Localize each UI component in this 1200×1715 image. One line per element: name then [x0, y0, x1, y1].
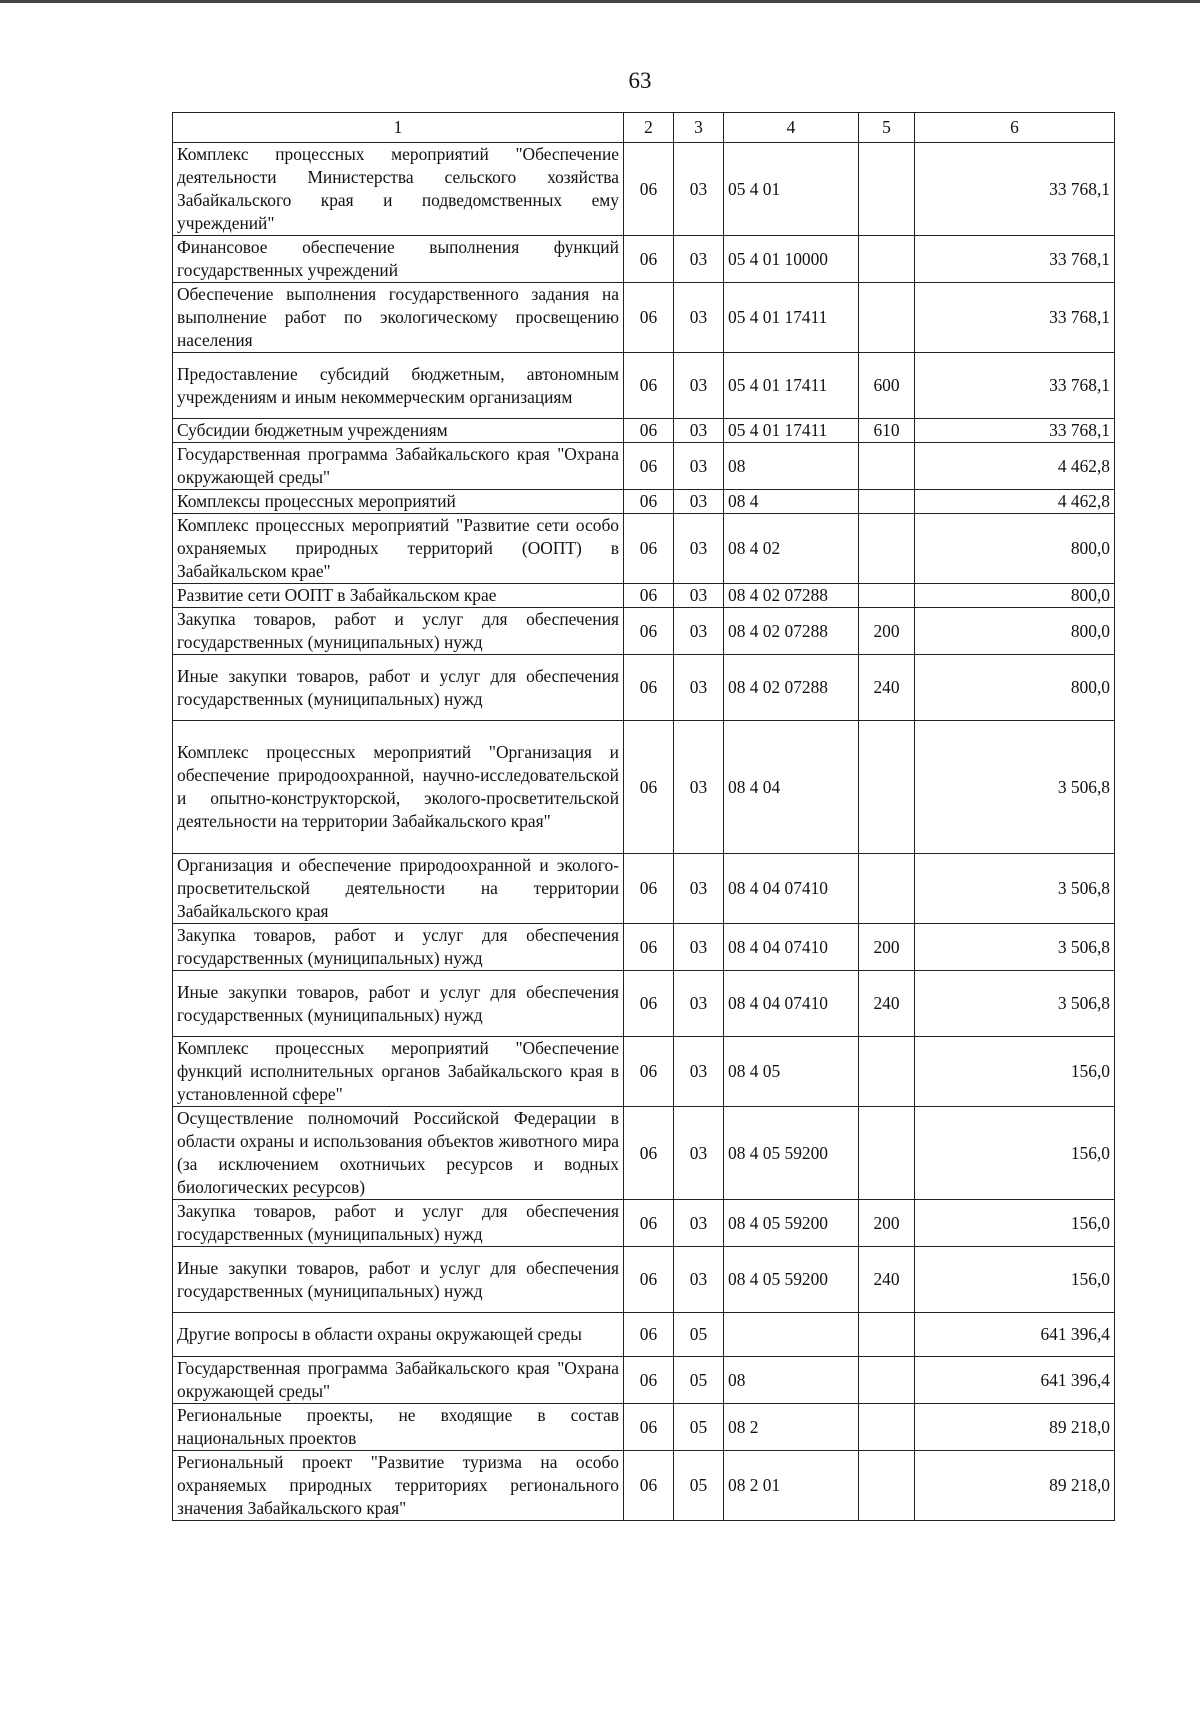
row-description: Государственная программа Забайкальского края "Охрана окружающей среды"	[173, 443, 624, 490]
row-expense-type	[859, 854, 915, 924]
row-target-code: 08 2	[724, 1404, 859, 1451]
row-subsection: 03	[674, 854, 724, 924]
row-amount: 641 396,4	[915, 1357, 1115, 1404]
row-target-code: 08 4 04 07410	[724, 924, 859, 971]
row-description: Иные закупки товаров, работ и услуг для обеспечения государственных (муниципальных) нужд	[173, 1247, 624, 1313]
row-section: 06	[624, 283, 674, 353]
row-section: 06	[624, 608, 674, 655]
row-subsection: 05	[674, 1404, 724, 1451]
table-row	[173, 236, 1115, 283]
row-target-code: 08 4 05 59200	[724, 1200, 859, 1247]
row-amount: 156,0	[915, 1247, 1115, 1313]
row-expense-type: 200	[859, 1200, 915, 1247]
row-target-code	[724, 1313, 859, 1357]
row-amount: 3 506,8	[915, 721, 1115, 854]
row-subsection: 03	[674, 608, 724, 655]
table-row	[173, 1357, 1115, 1404]
row-description: Осуществление полномочий Российской Федерации в области охраны и использования объектов животного мира (за исключением охотничьих ресурсов и водных биологических ресурсов)	[173, 1107, 624, 1200]
header-col-1: 1	[173, 113, 624, 143]
table-body	[173, 113, 1115, 1521]
row-subsection: 05	[674, 1451, 724, 1521]
row-subsection: 03	[674, 143, 724, 236]
row-description: Комплекс процессных мероприятий "Развитие сети особо охраняемых природных территорий (ООПТ) в Забайкальском крае"	[173, 514, 624, 584]
table-row	[173, 924, 1115, 971]
row-description: Комплекс процессных мероприятий "Обеспечение функций исполнительных органов Забайкальского края в установленной сфере"	[173, 1037, 624, 1107]
row-amount: 33 768,1	[915, 143, 1115, 236]
row-section: 06	[624, 721, 674, 854]
row-expense-type: 240	[859, 971, 915, 1037]
row-subsection: 03	[674, 419, 724, 443]
row-target-code: 08 4 04 07410	[724, 971, 859, 1037]
row-subsection: 03	[674, 584, 724, 608]
row-subsection: 03	[674, 490, 724, 514]
row-amount: 156,0	[915, 1037, 1115, 1107]
row-target-code: 08 4 02 07288	[724, 584, 859, 608]
row-subsection: 05	[674, 1357, 724, 1404]
row-section: 06	[624, 924, 674, 971]
header-col-3: 3	[674, 113, 724, 143]
row-target-code: 08 4 05	[724, 1037, 859, 1107]
row-section: 06	[624, 584, 674, 608]
row-section: 06	[624, 1200, 674, 1247]
row-amount: 4 462,8	[915, 443, 1115, 490]
row-section: 06	[624, 419, 674, 443]
row-expense-type	[859, 236, 915, 283]
row-subsection: 03	[674, 283, 724, 353]
table-row	[173, 854, 1115, 924]
row-subsection: 03	[674, 443, 724, 490]
row-amount: 800,0	[915, 608, 1115, 655]
row-description: Развитие сети ООПТ в Забайкальском крае	[173, 584, 624, 608]
row-section: 06	[624, 1037, 674, 1107]
row-expense-type: 200	[859, 608, 915, 655]
page-number: 63	[628, 68, 652, 93]
row-description: Финансовое обеспечение выполнения функций государственных учреждений	[173, 236, 624, 283]
row-description: Организация и обеспечение природоохранной и эколого-просветительской деятельности на территории Забайкальского края	[173, 854, 624, 924]
table-row	[173, 1451, 1115, 1521]
row-expense-type: 240	[859, 655, 915, 721]
row-expense-type	[859, 1313, 915, 1357]
row-description: Другие вопросы в области охраны окружающей среды	[173, 1313, 624, 1357]
table-row	[173, 1313, 1115, 1357]
row-section: 06	[624, 1357, 674, 1404]
row-subsection: 03	[674, 514, 724, 584]
row-description: Субсидии бюджетным учреждениям	[173, 419, 624, 443]
row-target-code: 08 4 05 59200	[724, 1247, 859, 1313]
row-target-code: 05 4 01 17411	[724, 419, 859, 443]
table-row	[173, 514, 1115, 584]
row-amount: 33 768,1	[915, 353, 1115, 419]
row-expense-type	[859, 143, 915, 236]
table-row	[173, 584, 1115, 608]
row-expense-type	[859, 490, 915, 514]
row-section: 06	[624, 1404, 674, 1451]
row-target-code: 08 4 05 59200	[724, 1107, 859, 1200]
row-target-code: 05 4 01	[724, 143, 859, 236]
row-amount: 156,0	[915, 1107, 1115, 1200]
table-row	[173, 1404, 1115, 1451]
row-subsection: 03	[674, 1037, 724, 1107]
row-subsection: 03	[674, 353, 724, 419]
row-description: Региональные проекты, не входящие в состав национальных проектов	[173, 1404, 624, 1451]
row-amount: 89 218,0	[915, 1404, 1115, 1451]
row-amount: 33 768,1	[915, 236, 1115, 283]
row-target-code: 08	[724, 443, 859, 490]
header-col-5: 5	[859, 113, 915, 143]
row-expense-type	[859, 1037, 915, 1107]
row-expense-type: 200	[859, 924, 915, 971]
table-header-row	[173, 113, 1115, 143]
table-row	[173, 608, 1115, 655]
row-section: 06	[624, 854, 674, 924]
row-amount: 33 768,1	[915, 419, 1115, 443]
row-description: Комплекс процессных мероприятий "Организация и обеспечение природоохранной, научно-исследовательской и опытно-конструкторской, эколого-просветительской деятельности на территории Забайкальского края"	[173, 721, 624, 854]
row-target-code: 08 4	[724, 490, 859, 514]
table-row	[173, 1037, 1115, 1107]
header-col-2: 2	[624, 113, 674, 143]
row-expense-type: 240	[859, 1247, 915, 1313]
table-row	[173, 971, 1115, 1037]
budget-table	[172, 112, 1115, 1521]
row-amount: 156,0	[915, 1200, 1115, 1247]
row-subsection: 03	[674, 236, 724, 283]
row-expense-type	[859, 283, 915, 353]
table-row	[173, 490, 1115, 514]
row-subsection: 03	[674, 971, 724, 1037]
row-section: 06	[624, 353, 674, 419]
row-subsection: 03	[674, 721, 724, 854]
row-target-code: 08 4 04 07410	[724, 854, 859, 924]
row-description: Государственная программа Забайкальского края "Охрана окружающей среды"	[173, 1357, 624, 1404]
row-section: 06	[624, 971, 674, 1037]
table-row	[173, 353, 1115, 419]
table-row	[173, 1247, 1115, 1313]
row-amount: 3 506,8	[915, 924, 1115, 971]
row-target-code: 08 2 01	[724, 1451, 859, 1521]
row-amount: 641 396,4	[915, 1313, 1115, 1357]
row-amount: 89 218,0	[915, 1451, 1115, 1521]
row-description: Комплекс процессных мероприятий "Обеспечение деятельности Министерства сельского хозяйства Забайкальского края и подведомственных ему учреждений"	[173, 143, 624, 236]
row-target-code: 08	[724, 1357, 859, 1404]
row-expense-type: 600	[859, 353, 915, 419]
row-expense-type	[859, 514, 915, 584]
row-target-code: 05 4 01 17411	[724, 353, 859, 419]
row-amount: 800,0	[915, 584, 1115, 608]
row-expense-type	[859, 1107, 915, 1200]
row-expense-type: 610	[859, 419, 915, 443]
row-target-code: 08 4 04	[724, 721, 859, 854]
row-expense-type	[859, 1357, 915, 1404]
row-amount: 33 768,1	[915, 283, 1115, 353]
header-col-6: 6	[915, 113, 1115, 143]
row-description: Региональный проект "Развитие туризма на особо охраняемых природных территориях регионального значения Забайкальского края"	[173, 1451, 624, 1521]
row-section: 06	[624, 1313, 674, 1357]
row-target-code: 05 4 01 10000	[724, 236, 859, 283]
table-row	[173, 655, 1115, 721]
table-row	[173, 443, 1115, 490]
row-target-code: 05 4 01 17411	[724, 283, 859, 353]
row-amount: 800,0	[915, 514, 1115, 584]
row-description: Обеспечение выполнения государственного задания на выполнение работ по экологическому просвещению населения	[173, 283, 624, 353]
row-section: 06	[624, 1451, 674, 1521]
row-section: 06	[624, 655, 674, 721]
row-target-code: 08 4 02 07288	[724, 608, 859, 655]
row-section: 06	[624, 1107, 674, 1200]
table-row	[173, 143, 1115, 236]
row-expense-type	[859, 1451, 915, 1521]
row-description: Закупка товаров, работ и услуг для обеспечения государственных (муниципальных) нужд	[173, 924, 624, 971]
row-subsection: 03	[674, 1247, 724, 1313]
table-row	[173, 419, 1115, 443]
row-description: Закупка товаров, работ и услуг для обеспечения государственных (муниципальных) нужд	[173, 1200, 624, 1247]
row-subsection: 03	[674, 1200, 724, 1247]
table-row	[173, 283, 1115, 353]
row-amount: 4 462,8	[915, 490, 1115, 514]
table-row	[173, 1200, 1115, 1247]
row-target-code: 08 4 02 07288	[724, 655, 859, 721]
row-section: 06	[624, 143, 674, 236]
row-amount: 800,0	[915, 655, 1115, 721]
row-section: 06	[624, 490, 674, 514]
row-description: Иные закупки товаров, работ и услуг для обеспечения государственных (муниципальных) нужд	[173, 971, 624, 1037]
header-col-4: 4	[724, 113, 859, 143]
row-section: 06	[624, 514, 674, 584]
row-expense-type	[859, 584, 915, 608]
row-description: Комплексы процессных мероприятий	[173, 490, 624, 514]
row-amount: 3 506,8	[915, 854, 1115, 924]
table-row	[173, 721, 1115, 854]
row-description: Иные закупки товаров, работ и услуг для обеспечения государственных (муниципальных) нужд	[173, 655, 624, 721]
row-expense-type	[859, 721, 915, 854]
row-expense-type	[859, 1404, 915, 1451]
row-subsection: 05	[674, 1313, 724, 1357]
top-border-line	[0, 0, 1200, 3]
row-section: 06	[624, 443, 674, 490]
row-section: 06	[624, 1247, 674, 1313]
row-description: Предоставление субсидий бюджетным, автономным учреждениям и иным некоммерческим организациям	[173, 353, 624, 419]
row-section: 06	[624, 236, 674, 283]
row-target-code: 08 4 02	[724, 514, 859, 584]
row-description: Закупка товаров, работ и услуг для обеспечения государственных (муниципальных) нужд	[173, 608, 624, 655]
row-expense-type	[859, 443, 915, 490]
table-row	[173, 1107, 1115, 1200]
row-subsection: 03	[674, 924, 724, 971]
row-subsection: 03	[674, 1107, 724, 1200]
row-subsection: 03	[674, 655, 724, 721]
row-amount: 3 506,8	[915, 971, 1115, 1037]
